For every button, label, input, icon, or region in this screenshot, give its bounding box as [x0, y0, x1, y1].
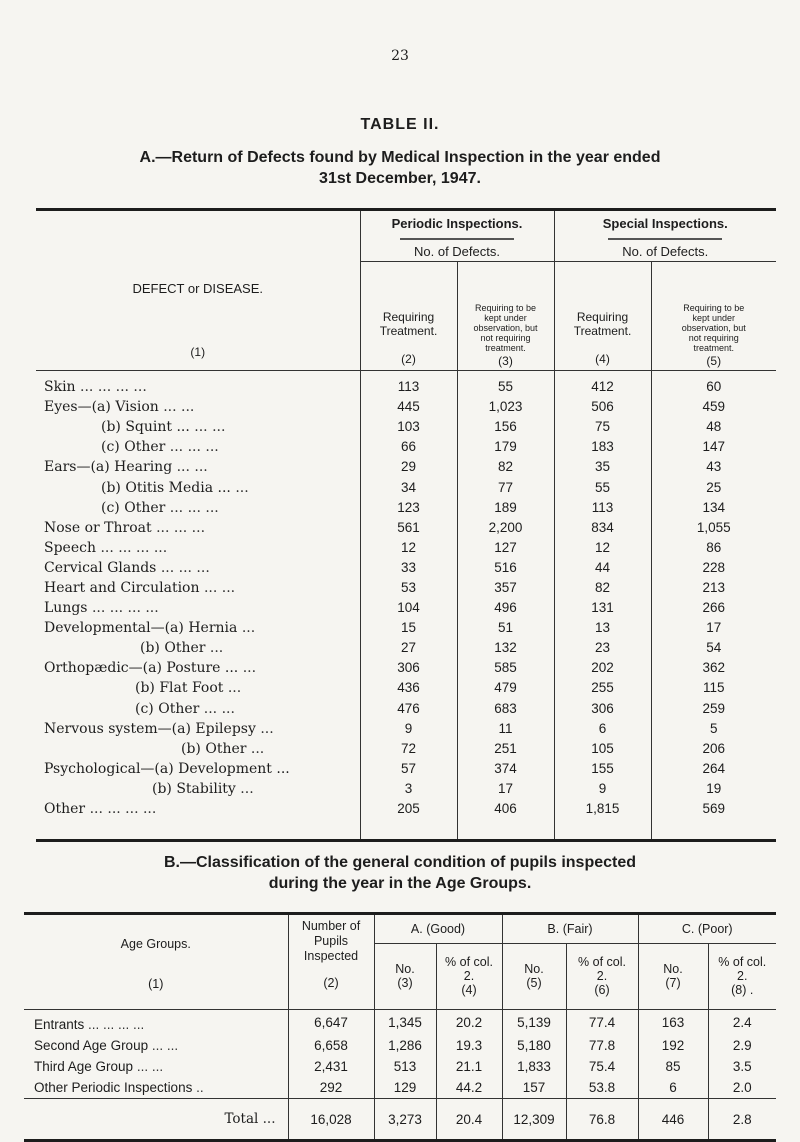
row-label-cell: (b) Stability ...	[152, 780, 254, 797]
value-cell: 19.3	[436, 1035, 502, 1056]
value-cell: 163	[638, 1010, 708, 1036]
value-cell: 2.4	[708, 1010, 776, 1036]
value-cell: 445	[360, 397, 457, 417]
value-cell: 259	[651, 699, 776, 719]
value-cell: 77	[457, 477, 554, 497]
row-label-cell: Entrants ... ... ... ...	[34, 1017, 145, 1032]
value-cell: 357	[457, 578, 554, 598]
table-row	[36, 779, 776, 799]
value-cell: 2.9	[708, 1035, 776, 1056]
value-cell: 2,431	[288, 1056, 374, 1077]
value-cell: 11	[457, 719, 554, 739]
value-cell: 6	[638, 1077, 708, 1099]
value-cell: 85	[638, 1056, 708, 1077]
value-cell: 306	[554, 699, 651, 719]
classification-table	[24, 912, 776, 1142]
value-cell: 6	[554, 719, 651, 739]
value-cell: 834	[554, 518, 651, 538]
special-no-of-defects: No. of Defects.	[554, 235, 776, 262]
col-6-header: % of col. 2. (6)	[566, 943, 638, 1009]
table-row	[36, 618, 776, 638]
row-label-cell: Third Age Group ... ...	[34, 1059, 164, 1074]
table-row	[36, 699, 776, 719]
col-3-header: No. (3)	[374, 943, 436, 1009]
table-title: TABLE II.	[360, 116, 440, 133]
value-cell: 183	[554, 437, 651, 457]
value-cell: 205	[360, 799, 457, 841]
row-label-cell: Ears—(a) Hearing ... ...	[44, 459, 208, 476]
value-cell: 20.4	[436, 1099, 502, 1141]
value-cell: 1,023	[457, 397, 554, 417]
table-row	[36, 518, 776, 538]
row-label-cell: (b) Other ...	[181, 740, 265, 757]
section-b-heading-line1: B.—Classification of the general condition of pupils inspected	[163, 854, 637, 871]
value-cell: 19	[651, 779, 776, 799]
value-cell: 412	[554, 371, 651, 398]
value-cell: 1,833	[502, 1056, 566, 1077]
value-cell: 29	[360, 457, 457, 477]
value-cell: 1,815	[554, 799, 651, 841]
table-row	[36, 678, 776, 698]
value-cell: 77.4	[566, 1010, 638, 1036]
row-label-cell: Developmental—(a) Hernia ...	[44, 620, 256, 637]
value-cell: 561	[360, 518, 457, 538]
defect-or-disease-label: DEFECT or DISEASE.	[132, 281, 263, 296]
value-cell: 2,200	[457, 518, 554, 538]
value-cell: 476	[360, 699, 457, 719]
table-row	[24, 1010, 776, 1036]
row-label-cell: Nervous system—(a) Epilepsy ...	[44, 720, 274, 737]
table-row	[24, 1077, 776, 1099]
value-cell: 76.8	[566, 1099, 638, 1141]
row-label-cell: Skin ... ... ... ...	[44, 379, 147, 396]
row-label-cell: (c) Other ... ...	[135, 700, 235, 717]
table-row	[36, 498, 776, 518]
value-cell: 255	[554, 678, 651, 698]
table-row	[36, 739, 776, 759]
value-cell: 12	[360, 538, 457, 558]
value-cell: 12	[554, 538, 651, 558]
value-cell: 585	[457, 658, 554, 678]
value-cell: 147	[651, 437, 776, 457]
special-inspections-header: Special Inspections.	[554, 210, 776, 236]
value-cell: 21.1	[436, 1056, 502, 1077]
group-c-poor-header: C. (Poor)	[638, 914, 776, 944]
value-cell: 12,309	[502, 1099, 566, 1141]
value-cell: 9	[360, 719, 457, 739]
value-cell: 54	[651, 638, 776, 658]
value-cell: 202	[554, 658, 651, 678]
value-cell: 43	[651, 457, 776, 477]
row-label-cell: Orthopædic—(a) Posture ... ...	[44, 660, 257, 677]
value-cell: 436	[360, 678, 457, 698]
section-b-heading-line2: during the year in the Age Groups.	[268, 875, 532, 892]
row-label-cell: (b) Otitis Media ... ...	[101, 479, 249, 496]
value-cell: 1,055	[651, 518, 776, 538]
value-cell: 113	[360, 371, 457, 398]
row-label-cell: Cervical Glands ... ... ...	[44, 559, 210, 576]
value-cell: 2.8	[708, 1099, 776, 1141]
table-row	[36, 558, 776, 578]
table-row	[36, 638, 776, 658]
value-cell: 103	[360, 417, 457, 437]
table-row	[36, 397, 776, 417]
row-label-cell: Eyes—(a) Vision ... ...	[44, 399, 195, 416]
table-row	[36, 417, 776, 437]
age-groups-header: Age Groups. (1)	[120, 937, 191, 991]
table-row	[36, 578, 776, 598]
value-cell: 459	[651, 397, 776, 417]
value-cell: 25	[651, 477, 776, 497]
table-row	[36, 799, 776, 841]
value-cell: 6,647	[288, 1010, 374, 1036]
page-number: 23	[391, 48, 409, 64]
col-5-header: No. (5)	[502, 943, 566, 1009]
row-label-cell: Psychological—(a) Development ...	[44, 760, 290, 777]
value-cell: 115	[651, 678, 776, 698]
value-cell: 82	[554, 578, 651, 598]
value-cell: 206	[651, 739, 776, 759]
col-5-header: Requiring to be kept under observation, but not requiring treatment. (5)	[651, 262, 776, 371]
value-cell: 17	[651, 618, 776, 638]
value-cell: 479	[457, 678, 554, 698]
value-cell: 5,139	[502, 1010, 566, 1036]
value-cell: 113	[554, 498, 651, 518]
value-cell: 266	[651, 598, 776, 618]
value-cell: 6,658	[288, 1035, 374, 1056]
row-label-cell: Speech ... ... ... ...	[44, 539, 168, 556]
value-cell: 1,286	[374, 1035, 436, 1056]
table-row	[36, 719, 776, 739]
value-cell: 131	[554, 598, 651, 618]
table-row	[24, 1056, 776, 1077]
row-label-cell: (b) Flat Foot ...	[135, 680, 242, 697]
value-cell: 48	[651, 417, 776, 437]
table-row	[36, 658, 776, 678]
value-cell: 66	[360, 437, 457, 457]
value-cell: 9	[554, 779, 651, 799]
value-cell: 27	[360, 638, 457, 658]
row-label-cell: Nose or Throat ... ... ...	[44, 519, 206, 536]
value-cell: 374	[457, 759, 554, 779]
table-row	[24, 1035, 776, 1056]
row-label-cell: Lungs ... ... ... ...	[44, 600, 159, 617]
table-row	[36, 598, 776, 618]
value-cell: 72	[360, 739, 457, 759]
periodic-inspections-header: Periodic Inspections.	[360, 210, 554, 236]
value-cell: 506	[554, 397, 651, 417]
value-cell: 155	[554, 759, 651, 779]
value-cell: 192	[638, 1035, 708, 1056]
row-label-cell: Heart and Circulation ... ...	[44, 579, 236, 596]
value-cell: 134	[651, 498, 776, 518]
value-cell: 3,273	[374, 1099, 436, 1141]
value-cell: 228	[651, 558, 776, 578]
value-cell: 104	[360, 598, 457, 618]
section-a-heading-line1: A.—Return of Defects found by Medical Inspection in the year ended	[139, 149, 661, 166]
value-cell: 127	[457, 538, 554, 558]
value-cell: 53.8	[566, 1077, 638, 1099]
value-cell: 5,180	[502, 1035, 566, 1056]
value-cell: 23	[554, 638, 651, 658]
value-cell: 5	[651, 719, 776, 739]
value-cell: 362	[651, 658, 776, 678]
value-cell: 292	[288, 1077, 374, 1099]
value-cell: 513	[374, 1056, 436, 1077]
total-row	[24, 1099, 776, 1141]
defects-table	[36, 208, 776, 842]
value-cell: 213	[651, 578, 776, 598]
value-cell: 3	[360, 779, 457, 799]
group-b-fair-header: B. (Fair)	[502, 914, 638, 944]
row-label-cell: Second Age Group ... ...	[34, 1038, 179, 1053]
col-3-header: Requiring to be kept under observation, but not requiring treatment. (3)	[457, 262, 554, 371]
value-cell: 13	[554, 618, 651, 638]
value-cell: 683	[457, 699, 554, 719]
value-cell: 77.8	[566, 1035, 638, 1056]
value-cell: 129	[374, 1077, 436, 1099]
col-7-header: No. (7)	[638, 943, 708, 1009]
section-a-heading	[0, 147, 800, 189]
value-cell: 44.2	[436, 1077, 502, 1099]
value-cell: 55	[554, 477, 651, 497]
value-cell: 406	[457, 799, 554, 841]
row-label-cell: (b) Squint ... ... ...	[101, 419, 226, 436]
col-1-label: (1)	[190, 345, 206, 359]
periodic-no-of-defects: No. of Defects.	[360, 235, 554, 262]
value-cell: 35	[554, 457, 651, 477]
value-cell: 20.2	[436, 1010, 502, 1036]
row-label-cell: Other ... ... ... ...	[44, 801, 157, 818]
row-label-cell: (c) Other ... ... ...	[101, 439, 219, 456]
value-cell: 123	[360, 498, 457, 518]
row-label-cell: Total ...	[24, 1099, 288, 1141]
row-label-cell: Other Periodic Inspections ..	[34, 1080, 204, 1095]
section-a-heading-line2: 31st December, 1947.	[319, 170, 481, 187]
value-cell: 496	[457, 598, 554, 618]
value-cell: 57	[360, 759, 457, 779]
value-cell: 53	[360, 578, 457, 598]
value-cell: 157	[502, 1077, 566, 1099]
value-cell: 2.0	[708, 1077, 776, 1099]
value-cell: 446	[638, 1099, 708, 1141]
value-cell: 75.4	[566, 1056, 638, 1077]
value-cell: 1,345	[374, 1010, 436, 1036]
table-row	[36, 457, 776, 477]
value-cell: 60	[651, 371, 776, 398]
group-a-good-header: A. (Good)	[374, 914, 502, 944]
value-cell: 516	[457, 558, 554, 578]
table-row	[36, 759, 776, 779]
value-cell: 16,028	[288, 1099, 374, 1141]
value-cell: 251	[457, 739, 554, 759]
value-cell: 15	[360, 618, 457, 638]
value-cell: 75	[554, 417, 651, 437]
row-label-cell: (b) Other ...	[140, 640, 224, 657]
col-8-header: % of col. 2. (8) .	[708, 943, 776, 1009]
value-cell: 82	[457, 457, 554, 477]
value-cell: 105	[554, 739, 651, 759]
value-cell: 44	[554, 558, 651, 578]
value-cell: 132	[457, 638, 554, 658]
value-cell: 86	[651, 538, 776, 558]
value-cell: 264	[651, 759, 776, 779]
table-row	[36, 477, 776, 497]
table-row	[36, 437, 776, 457]
value-cell: 569	[651, 799, 776, 841]
value-cell: 3.5	[708, 1056, 776, 1077]
col-2-header: Requiring Treatment. (2)	[360, 262, 457, 371]
table-row	[36, 538, 776, 558]
defect-column-header	[36, 210, 360, 371]
number-inspected-header: Number of Pupils Inspected (2)	[288, 914, 374, 1010]
value-cell: 179	[457, 437, 554, 457]
table-row	[36, 371, 776, 398]
col-4-header: Requiring Treatment. (4)	[554, 262, 651, 371]
col-4-header: % of col. 2. (4)	[436, 943, 502, 1009]
value-cell: 55	[457, 371, 554, 398]
value-cell: 306	[360, 658, 457, 678]
value-cell: 51	[457, 618, 554, 638]
value-cell: 156	[457, 417, 554, 437]
row-label-cell: (c) Other ... ... ...	[101, 499, 219, 516]
value-cell: 189	[457, 498, 554, 518]
value-cell: 34	[360, 477, 457, 497]
value-cell: 17	[457, 779, 554, 799]
section-b-heading	[0, 852, 800, 894]
value-cell: 33	[360, 558, 457, 578]
